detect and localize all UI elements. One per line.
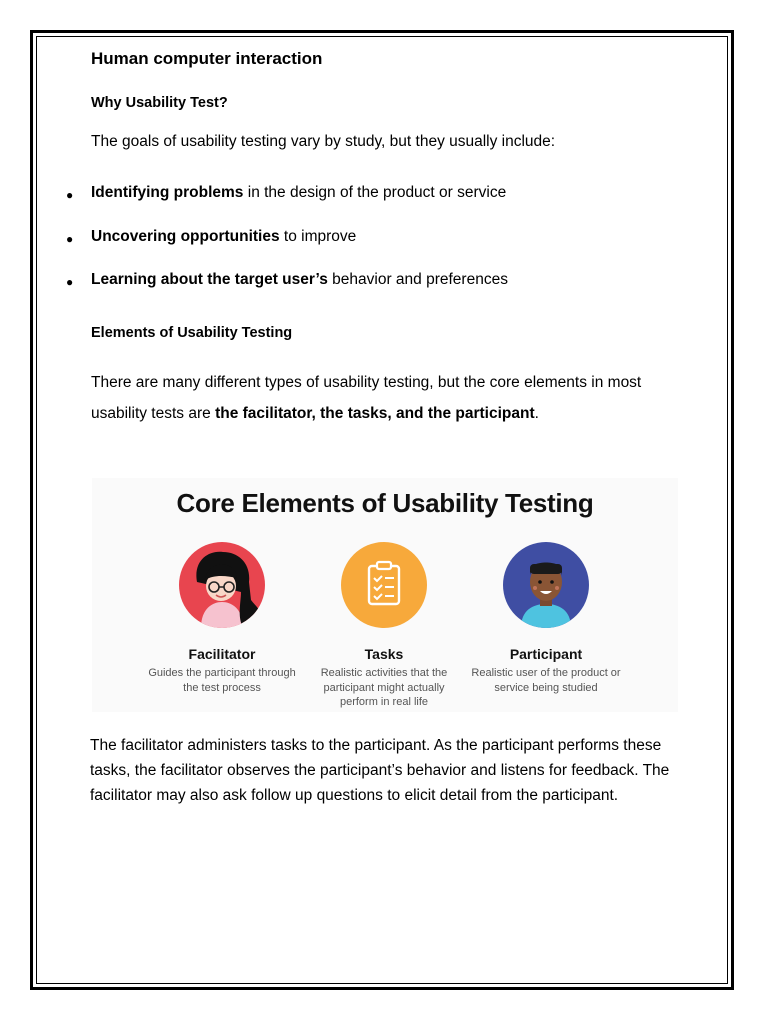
bullet-bold-text: Learning about the target user’s xyxy=(91,271,328,288)
bullet-bold-text: Uncovering opportunities xyxy=(91,227,280,245)
bullet-bold-text: Identifying problems xyxy=(91,184,244,201)
bullet-text: in the design of the product or service xyxy=(243,184,507,201)
bullet-text: behavior and preferences xyxy=(327,271,508,288)
section-heading-why-usability-test: Why Usability Test? xyxy=(91,95,228,111)
section2-line2 xyxy=(91,405,539,423)
tasks-description: Realistic activities that the participant might actually perform in real life xyxy=(320,667,448,708)
section2-line1: There are many different types of usability testing, but the core elements in most xyxy=(91,374,642,391)
participant-avatar-icon xyxy=(503,542,589,628)
section2-line2-bold: the facilitator, the tasks, and the participant xyxy=(215,405,535,422)
bullet-dot-icon: ● xyxy=(66,231,74,246)
list-item xyxy=(66,228,508,272)
document-title: Human computer interaction xyxy=(91,49,323,68)
facilitator-avatar-icon xyxy=(179,542,265,628)
core-elements-figure xyxy=(92,478,678,712)
list-item xyxy=(66,184,508,228)
figure-title: Core Elements of Usability Testing xyxy=(176,488,594,518)
bullet-dot-icon: ● xyxy=(66,188,74,202)
bullet-dot-icon: ● xyxy=(66,275,74,289)
intro-text: The goals of usability testing vary by study, but they usually include: xyxy=(91,133,556,150)
closing-paragraph: The facilitator administers tasks to the participant. As the participant performs these tasks, the facilitator observes the participant’s behavior and listens for feedback. The facilitator may also ask follow up questions to elicit detail from the participant. xyxy=(90,737,670,804)
bullet-text: to improve xyxy=(279,227,357,245)
tasks-label: Tasks xyxy=(364,646,404,662)
facilitator-description: Guides the participant through the test process xyxy=(148,667,296,694)
participant-description: Realistic user of the product or service being studied xyxy=(471,667,621,694)
section2-line2-post: . xyxy=(534,405,539,422)
participant-label: Participant xyxy=(509,646,583,662)
facilitator-label: Facilitator xyxy=(188,646,256,662)
goals-bullet-list xyxy=(66,184,508,315)
list-item xyxy=(66,271,508,315)
section2-line2-pre: usability tests are xyxy=(91,405,216,422)
clipboard-checklist-icon xyxy=(341,542,427,628)
section-heading-elements: Elements of Usability Testing xyxy=(91,325,293,341)
